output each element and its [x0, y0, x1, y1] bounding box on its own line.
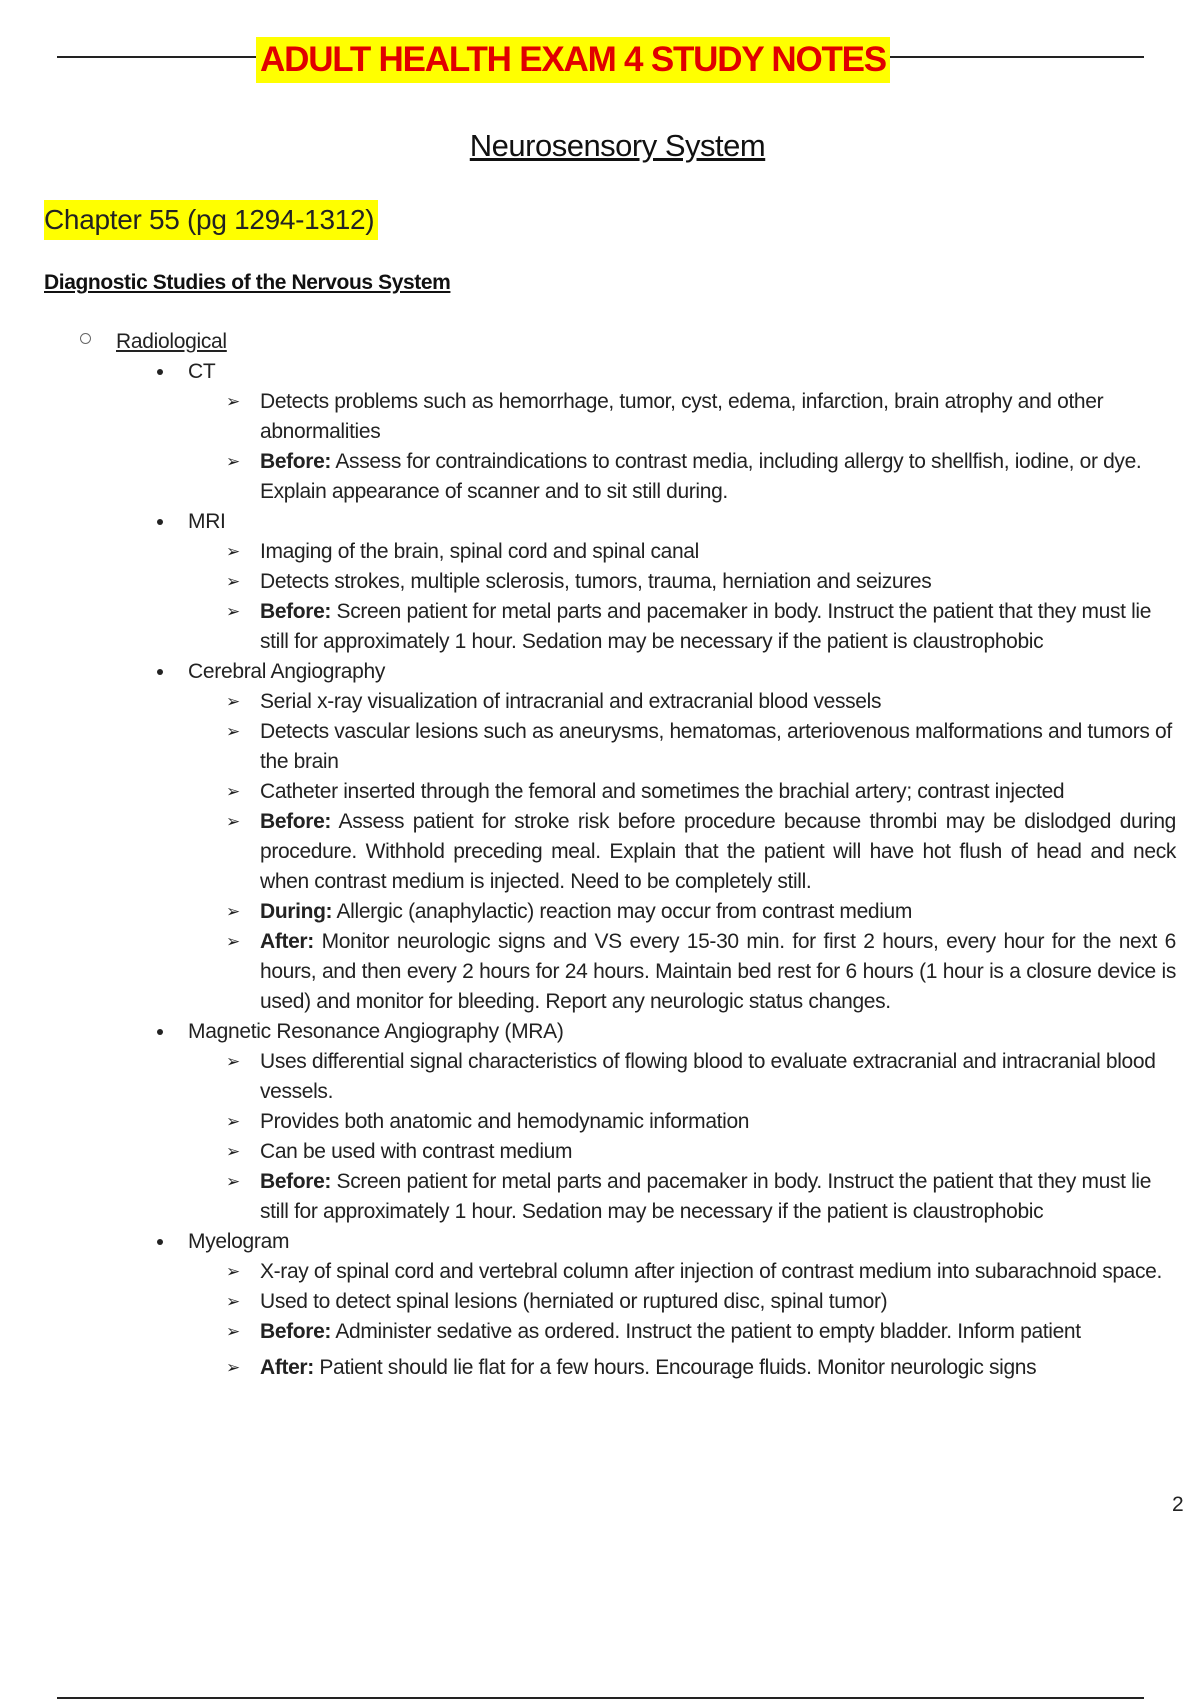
bullet-icon	[157, 669, 163, 675]
bullet-icon	[157, 519, 163, 525]
header-rule-left	[57, 56, 257, 58]
arrowhead-icon: ➢	[226, 1262, 240, 1281]
list-item: ➢ Before: Administer sedative as ordered. Instruct the patient to empty bladder. Inform patient	[0, 1317, 1200, 1347]
arrowhead-icon: ➢	[226, 782, 240, 801]
study-myelogram	[0, 1227, 1200, 1383]
study-heading	[0, 507, 1200, 537]
study-name: Myelogram	[188, 1230, 290, 1253]
bullet-icon	[157, 1029, 163, 1035]
item-label: During:	[260, 900, 333, 923]
item-label: After:	[260, 930, 314, 953]
study-name: MRI	[188, 510, 226, 533]
bullet-icon	[157, 1239, 163, 1245]
list-item: ➢ Catheter inserted through the femoral and sometimes the brachial artery; contrast injected	[0, 777, 1200, 807]
arrowhead-icon: ➢	[226, 812, 240, 831]
study-heading	[0, 1227, 1200, 1257]
category-label: Radiological	[116, 330, 227, 353]
item-label: Before:	[260, 450, 332, 473]
list-item: ➢ Before: Screen patient for metal parts and pacemaker in body. Instruct the patient that they must lie still for approximately 1 hour. Sedation may be necessary if the patient is claustrophobic	[0, 1167, 1200, 1227]
list-item: ➢ After: Patient should lie flat for a few hours. Encourage fluids. Monitor neurologic signs	[0, 1353, 1200, 1383]
list-item: ➢ Imaging of the brain, spinal cord and spinal canal	[0, 537, 1200, 567]
item-label: Before:	[260, 1170, 332, 1193]
footer-rule	[57, 1697, 1144, 1699]
arrowhead-icon: ➢	[226, 902, 240, 921]
arrowhead-icon: ➢	[226, 932, 240, 951]
study-name: Cerebral Angiography	[188, 660, 386, 683]
document-title: ADULT HEALTH EXAM 4 STUDY NOTES	[256, 37, 890, 83]
section-title: Neurosensory System	[469, 128, 766, 163]
study-heading	[0, 357, 1200, 387]
list-item: ➢ Before: Assess patient for stroke risk before procedure because thrombi may be dislodged during procedure. Withhold preceding meal. Explain that the patient will have hot flush of head and neck when contrast medium is injected. Need to be completely still.	[0, 807, 1200, 897]
study-cerebral-angiography	[0, 657, 1200, 1017]
list-item: ➢ Before: Assess for contraindications to contrast media, including allergy to shellfish, iodine, or dye. Explain appearance of scanner and to sit still during.	[0, 447, 1200, 507]
arrowhead-icon: ➢	[226, 1112, 240, 1131]
subheading: Diagnostic Studies of the Nervous System	[44, 271, 451, 294]
list-item: ➢ Serial x-ray visualization of intracranial and extracranial blood vessels	[0, 687, 1200, 717]
arrowhead-icon: ➢	[226, 602, 240, 621]
item-label: After:	[260, 1356, 314, 1379]
arrowhead-icon: ➢	[226, 1172, 240, 1191]
study-name: CT	[188, 360, 216, 383]
item-label: Before:	[260, 810, 332, 833]
chapter-heading: Chapter 55 (pg 1294-1312)	[44, 200, 378, 240]
arrowhead-icon: ➢	[226, 452, 240, 471]
arrowhead-icon: ➢	[226, 722, 240, 741]
list-item: ➢ Provides both anatomic and hemodynamic information	[0, 1107, 1200, 1137]
study-heading	[0, 657, 1200, 687]
arrowhead-icon: ➢	[226, 1142, 240, 1161]
item-label: Before:	[260, 600, 332, 623]
list-item: ➢ Detects vascular lesions such as aneurysms, hematomas, arteriovenous malformations and tumors of the brain	[0, 717, 1200, 777]
study-mri	[0, 507, 1200, 657]
list-item: ➢ Can be used with contrast medium	[0, 1137, 1200, 1167]
arrowhead-icon: ➢	[226, 1358, 240, 1377]
list-item: ➢ X-ray of spinal cord and vertebral column after injection of contrast medium into subarachnoid space.	[0, 1257, 1200, 1287]
list-item: ➢ Used to detect spinal lesions (herniated or ruptured disc, spinal tumor)	[0, 1287, 1200, 1317]
header-rule-right	[888, 56, 1144, 58]
study-heading	[0, 1017, 1200, 1047]
arrowhead-icon: ➢	[226, 542, 240, 561]
list-item: ➢ Detects problems such as hemorrhage, tumor, cyst, edema, infarction, brain atrophy and other abnormalities	[0, 387, 1200, 447]
list-item: ➢ During: Allergic (anaphylactic) reaction may occur from contrast medium	[0, 897, 1200, 927]
item-label: Before:	[260, 1320, 332, 1343]
list-item: ➢ Uses differential signal characteristics of flowing blood to evaluate extracranial and intracranial blood vessels.	[0, 1047, 1200, 1107]
list-item: ➢ After: Monitor neurologic signs and VS every 15-30 min. for first 2 hours, every hour for the next 6 hours, and then every 2 hours for 24 hours. Maintain bed rest for 6 hours (1 hour is a closure device is used) and monitor for bleeding. Report any neurologic status changes.	[0, 927, 1200, 1017]
outline	[0, 327, 1200, 1383]
arrowhead-icon: ➢	[226, 1052, 240, 1071]
list-item: ➢ Detects strokes, multiple sclerosis, tumors, trauma, herniation and seizures	[0, 567, 1200, 597]
page-number: 2	[1172, 1493, 1184, 1516]
arrowhead-icon: ➢	[226, 392, 240, 411]
arrowhead-icon: ➢	[226, 1322, 240, 1341]
arrowhead-icon: ➢	[226, 692, 240, 711]
arrowhead-icon: ➢	[226, 572, 240, 591]
hollow-circle-icon	[80, 333, 91, 344]
study-ct	[0, 357, 1200, 507]
study-mra	[0, 1017, 1200, 1227]
study-name: Magnetic Resonance Angiography (MRA)	[188, 1020, 564, 1043]
arrowhead-icon: ➢	[226, 1292, 240, 1311]
outline-category	[0, 327, 1200, 357]
list-item: ➢ Before: Screen patient for metal parts and pacemaker in body. Instruct the patient that they must lie still for approximately 1 hour. Sedation may be necessary if the patient is claustrophobic	[0, 597, 1200, 657]
bullet-icon	[157, 369, 163, 375]
